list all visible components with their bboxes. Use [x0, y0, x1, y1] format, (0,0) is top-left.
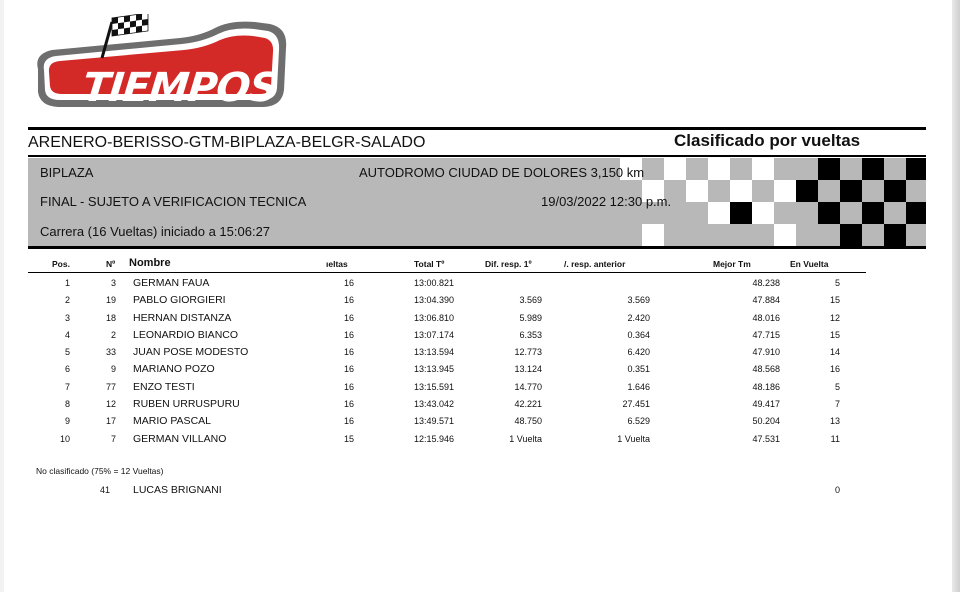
cell-total: 13:49.571: [413, 416, 455, 427]
session-title: FINAL - SUJETO A VERIFICACION TECNICA: [40, 194, 307, 209]
cell-best: 49.417: [752, 399, 780, 410]
top-rule: [28, 127, 926, 130]
cell-pos: 1: [64, 278, 70, 288]
cell-on-lap: 15: [829, 329, 840, 340]
cell-pos: 10: [59, 433, 70, 444]
cell-best: 48.238: [752, 278, 780, 288]
cell-best: 47.715: [752, 329, 780, 340]
cell-pos: 8: [64, 399, 70, 410]
cell-pos: 4: [64, 329, 70, 340]
cell-on-lap: 15: [829, 295, 840, 306]
cell-dif-prev: 1.646: [627, 381, 650, 392]
cell-pos: 9: [64, 416, 70, 427]
cell-num: 19: [105, 295, 116, 306]
cell-laps: 16: [343, 381, 354, 392]
col-total: Total Tº: [414, 259, 445, 269]
cell-name: HERNAN DISTANZA: [133, 311, 232, 324]
cell-dif-prev: 27.451: [622, 399, 650, 410]
cell-pos: 2: [64, 295, 70, 306]
table-row: [0, 362, 960, 379]
race-info: Carrera (16 Vueltas) iniciado a 15:06:27: [40, 224, 271, 239]
cell-total: 13:15.591: [413, 381, 455, 392]
cell-name: JUAN POSE MODESTO: [133, 346, 249, 359]
tiempos-logo: [30, 14, 292, 114]
cell-laps: 15: [343, 433, 354, 444]
cell-laps: 16: [343, 399, 354, 410]
cell-dif-first: 5.989: [519, 312, 542, 323]
cell-laps: 16: [343, 312, 354, 323]
cell-dif-prev: 6.420: [627, 347, 650, 358]
cell-num: 2: [110, 329, 116, 340]
col-on-lap: En Vuelta: [790, 259, 829, 269]
event-title: ARENERO-BERISSO-GTM-BIPLAZA-BELGR-SALADO: [28, 134, 426, 151]
cell-num: 18: [105, 312, 116, 323]
cell-name: ENZO TESTI: [133, 380, 195, 393]
cell-name: LUCAS BRIGNANI: [133, 484, 222, 496]
band-bottom-rule: [28, 246, 926, 249]
table-row: [0, 276, 960, 293]
cell-name: LEONARDIO BIANCO: [133, 328, 239, 341]
cell-name: MARIANO POZO: [133, 363, 215, 376]
cell-on-lap: 0: [834, 485, 840, 495]
sort-label: Clasificado por vueltas: [674, 131, 861, 150]
cell-total: 12:15.946: [413, 433, 455, 444]
cell-total: 13:04.390: [413, 295, 455, 306]
cell-dif-first: 13.124: [514, 364, 542, 375]
cell-best: 48.016: [752, 312, 780, 323]
cell-best: 47.531: [752, 433, 780, 444]
cell-on-lap: 16: [829, 364, 840, 375]
table-row: [0, 397, 960, 414]
cell-on-lap: 5: [834, 278, 840, 288]
race-datetime: 19/03/2022 12:30 p.m.: [541, 194, 672, 209]
cell-dif-first: 12.773: [514, 347, 542, 358]
circuit: AUTODROMO CIUDAD DE DOLORES 3,150 km: [359, 165, 645, 180]
table-row: [0, 414, 960, 431]
cell-on-lap: 11: [830, 433, 840, 444]
cell-num: 12: [105, 399, 116, 410]
cell-total: 13:13.594: [413, 347, 455, 358]
not-classified-row: [0, 483, 960, 497]
cell-num: 3: [110, 278, 116, 288]
cell-dif-prev: 3.569: [627, 295, 650, 306]
header-rule: [28, 155, 926, 157]
col-name: Nombre: [129, 257, 171, 269]
cell-dif-first: 1 Vuelta: [509, 433, 542, 444]
cell-on-lap: 12: [829, 312, 840, 323]
cell-dif-prev: 0.351: [627, 364, 650, 375]
cell-total: 13:06.810: [413, 312, 455, 323]
cell-name: MARIO PASCAL: [133, 415, 211, 428]
col-dif-first: Dif. resp. 1º: [485, 259, 532, 269]
cell-on-lap: 7: [834, 399, 840, 410]
cell-num: 33: [105, 347, 116, 358]
table-row: [0, 328, 960, 345]
table-row: [0, 345, 960, 362]
cell-pos: 6: [64, 364, 70, 375]
columns-rule: [28, 272, 866, 273]
cell-num: 7: [110, 433, 116, 444]
cell-laps: 16: [343, 347, 354, 358]
cell-best: 48.186: [752, 381, 780, 392]
cell-best: 50.204: [752, 416, 780, 427]
col-num: Nº: [106, 259, 116, 269]
cell-dif-first: 14.770: [514, 381, 542, 392]
cell-name: RUBEN URRUSPURU: [133, 398, 240, 411]
cell-best: 48.568: [752, 364, 780, 375]
cell-dif-first: 3.569: [519, 295, 542, 306]
cell-dif-first: 48.750: [514, 416, 542, 427]
cell-on-lap: 5: [834, 381, 840, 392]
cell-dif-prev: 1 Vuelta: [617, 433, 650, 444]
cell-total: 13:07.174: [413, 329, 455, 340]
cell-dif-first: 42.221: [514, 399, 542, 410]
cell-dif-prev: 6.529: [627, 416, 650, 427]
col-best: Mejor Tm: [713, 259, 751, 269]
cell-laps: 16: [343, 364, 354, 375]
cell-best: 47.910: [752, 347, 780, 358]
col-laps: ıeltas: [326, 259, 348, 269]
cell-best: 47.884: [752, 295, 780, 306]
table-row: [0, 380, 960, 397]
cell-dif-prev: 2.420: [627, 312, 650, 323]
cell-num: 77: [105, 381, 116, 392]
cell-dif-first: 6.353: [519, 329, 542, 340]
cell-total: 13:00.821: [413, 278, 455, 288]
cell-dif-prev: 0.364: [627, 329, 650, 340]
table-row: [0, 432, 960, 449]
table-row: [0, 293, 960, 310]
cell-num: 41: [99, 485, 110, 495]
logo-wordmark: TIEMPOS: [80, 65, 280, 111]
cell-laps: 16: [343, 329, 354, 340]
cell-on-lap: 14: [829, 347, 840, 358]
results-table: [0, 276, 960, 449]
cell-pos: 5: [64, 347, 70, 358]
cell-pos: 3: [64, 312, 70, 323]
category: BIPLAZA: [40, 165, 94, 180]
col-pos: Pos.: [52, 259, 70, 269]
cell-name: PABLO GIORGIERI: [133, 294, 226, 307]
cell-name: GERMAN VILLANO: [133, 432, 227, 445]
cell-laps: 16: [343, 278, 354, 288]
cell-total: 13:13.945: [413, 364, 455, 375]
cell-total: 13:43.042: [413, 399, 455, 410]
cell-laps: 16: [343, 416, 354, 427]
cell-name: GERMAN FAUA: [133, 277, 210, 289]
col-dif-prev: /. resp. anterior: [564, 259, 626, 269]
cell-num: 17: [105, 416, 116, 427]
cell-num: 9: [110, 364, 116, 375]
cell-laps: 16: [343, 295, 354, 306]
cell-pos: 7: [64, 381, 70, 392]
cell-on-lap: 13: [829, 416, 840, 427]
not-classified-label: No clasificado (75% = 12 Vueltas): [36, 466, 164, 476]
table-row: [0, 311, 960, 328]
